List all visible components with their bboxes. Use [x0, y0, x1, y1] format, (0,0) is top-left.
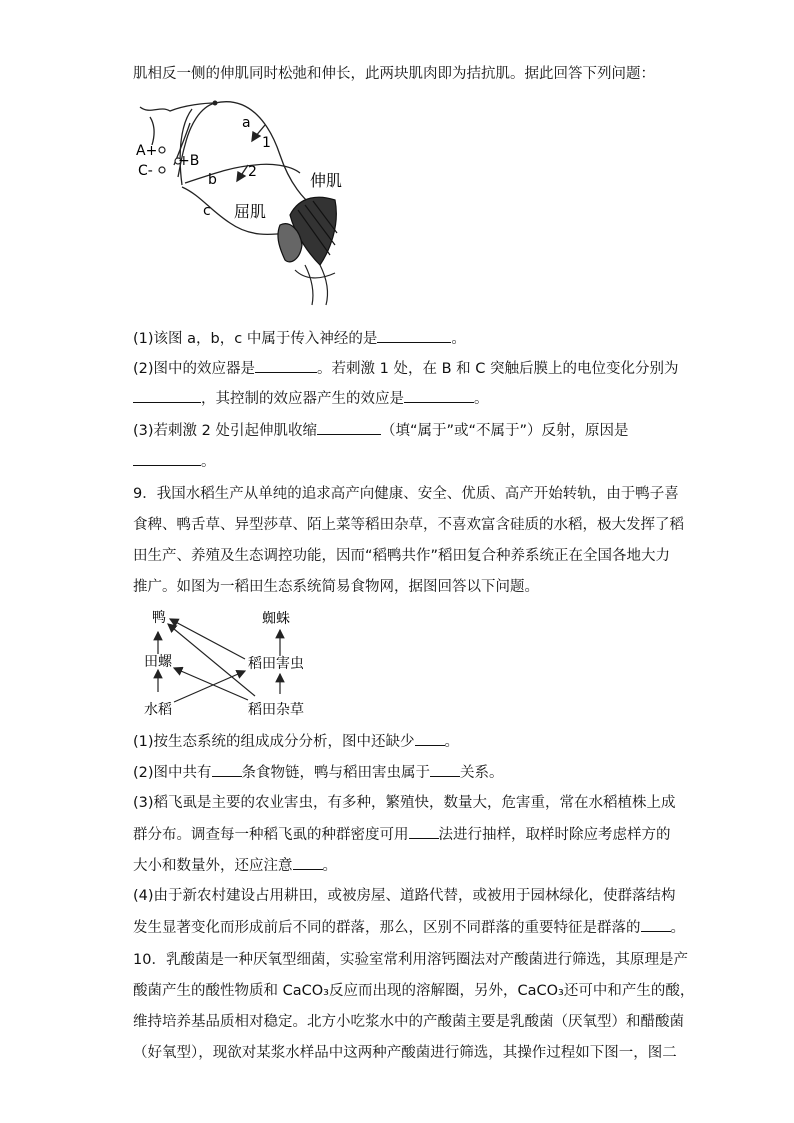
node-rice: 水稻 — [144, 702, 172, 718]
intro-line: 肌相反一侧的伸肌同时松弛和伸长，此两块肌肉即为拮抗肌。据此回答下列问题： — [133, 66, 655, 82]
answer-blank[interactable] — [293, 855, 323, 870]
afferent-path-a — [215, 102, 312, 205]
q9-line1: 9．我国水稻生产从单纯的追求高产向健康、安全、优质、高产开始转轨，由于鸭子喜 — [133, 486, 679, 502]
q9-part3-line2: 群分布。调查每一种稻飞虱的种群密度可用 法进行抽样，取样时除应考虑样方的 — [133, 824, 671, 845]
label-c: c — [203, 203, 211, 219]
label-A: A+ — [136, 143, 158, 159]
q9-line2: 食稗、鸭舌草、异型莎草、陌上菜等稻田杂草，不喜欢富含硅质的水稻，极大发挥了稻 — [133, 517, 684, 533]
node-weed: 稻田杂草 — [248, 702, 304, 718]
food-web-figure — [130, 604, 340, 722]
arrow-pest-duck — [170, 619, 245, 659]
arrow-weed-snail — [174, 668, 248, 700]
answer-blank[interactable] — [255, 358, 317, 373]
label-B: +B — [178, 153, 200, 169]
q8-part1: (1)该图 a，b，c 中属于传入神经的是 。 — [133, 328, 466, 349]
answer-blank[interactable] — [377, 328, 451, 343]
q8-part2-line1: (2)图中的效应器是 。若刺激 1 处，在 B 和 C 突触后膜上的电位变化分别为 — [133, 358, 679, 379]
answer-blank[interactable] — [415, 731, 445, 746]
q9-part4-line1: (4)由于新农村建设占用耕田，或被房屋、道路代替，或被用于园林绿化，使群落结构 — [133, 888, 676, 904]
q9-part3-line1: (3)稻飞虱是主要的农业害虫，有多种，繁殖快，数量大，危害重，常在水稻植株上成 — [133, 795, 676, 811]
receptor-dot — [213, 101, 218, 106]
node-snail: 田螺 — [144, 654, 172, 670]
q10-line4: （好氧型），现欲对某浆水样品中这两种产酸菌进行筛选，其操作过程如下图一，图二 — [133, 1045, 677, 1061]
q9-part3-line3: 大小和数量外，还应注意 。 — [133, 855, 337, 876]
q8-part3-line2: 。 — [133, 451, 216, 472]
answer-blank[interactable] — [430, 762, 460, 777]
label-a: a — [242, 115, 251, 131]
label-C: C- — [138, 163, 153, 179]
q10-line3: 维持培养基品质相对稳定。北方小吃浆水中的产酸菌主要是乳酸菌（厌氧型）和醋酸菌 — [133, 1014, 684, 1030]
answer-blank[interactable] — [404, 388, 474, 403]
q9-part1: (1)按生态系统的组成成分分析，图中还缺少 。 — [133, 731, 459, 752]
answer-blank[interactable] — [641, 917, 671, 932]
q10-line2: 酸菌产生的酸性物质和 CaCO₃反应而出现的溶解圈，另外，CaCO₃还可中和产生的酸， — [133, 983, 695, 999]
node-duck: 鸭 — [152, 610, 166, 626]
answer-blank[interactable] — [317, 420, 381, 435]
answer-blank[interactable] — [409, 824, 439, 839]
answer-blank[interactable] — [133, 388, 201, 403]
q9-line4: 推广。如图为一稻田生态系统简易食物网，据图回答以下问题。 — [133, 579, 539, 595]
bone — [295, 265, 335, 305]
q9-part4-line2: 发生显著变化而形成前后不同的群落，那么，区别不同群落的重要特征是群落的 。 — [133, 917, 685, 938]
label-2: 2 — [248, 164, 257, 180]
q9-part2: (2)图中共有 条食物链，鸭与稻田害虫属于 关系。 — [133, 762, 504, 783]
node-pest: 稻田害虫 — [248, 656, 304, 672]
label-1: 1 — [262, 135, 271, 151]
label-b: b — [208, 172, 217, 188]
arrow-rice-pest — [174, 671, 245, 702]
extensor-label: 伸肌 — [310, 171, 343, 190]
reflex-arc-figure — [130, 95, 360, 315]
q8-part2-line2: ，其控制的效应器产生的效应是 。 — [133, 388, 489, 409]
answer-blank[interactable] — [212, 762, 242, 777]
q9-line3: 田生产、养殖及生态调控功能，因而“稻鸭共作”稻田复合种养系统正在全国各地大力 — [133, 548, 671, 564]
answer-blank[interactable] — [133, 451, 201, 466]
node-spider: 蜘蛛 — [262, 611, 290, 627]
q8-part3-line1: (3)若刺激 2 处引起伸肌收缩 （填“属于”或“不属于”）反射，原因是 — [133, 420, 629, 441]
q10-line1: 10．乳酸菌是一种厌氧型细菌，实验室常利用溶钙圈法对产酸菌进行筛选，其原理是产 — [133, 952, 688, 968]
flexor-label: 屈肌 — [234, 202, 267, 221]
